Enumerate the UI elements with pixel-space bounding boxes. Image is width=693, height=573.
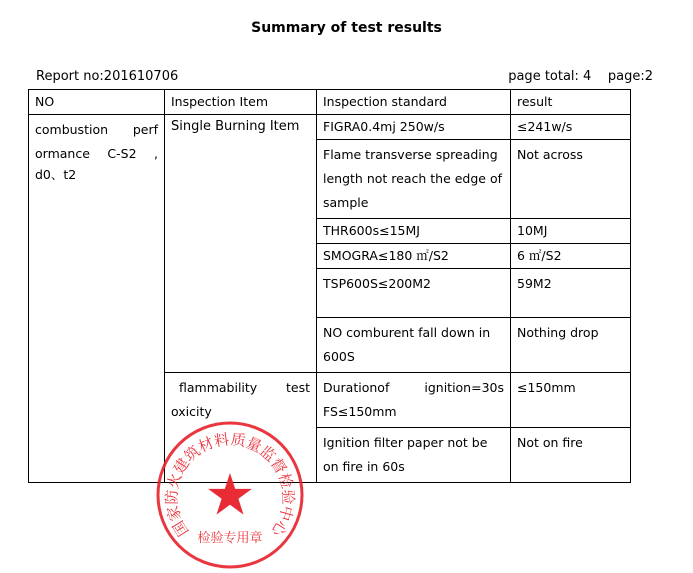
seal-ring-text: 国家防火建筑材料质量监督检验中心	[162, 430, 298, 540]
table-header-row	[29, 90, 631, 115]
inspection-item-sbi: Single Burning Item	[165, 115, 317, 373]
result-cell: Nothing drop	[511, 318, 631, 373]
result-cell: 59M2	[511, 269, 631, 318]
result-cell: 10MJ	[511, 219, 631, 244]
report-number: Report no:201610706	[36, 69, 179, 84]
standard-cell: NO comburent fall down in 600S	[317, 318, 511, 373]
duration-label: Durationof	[323, 380, 390, 395]
oxicity-word: oxicity	[171, 404, 212, 419]
standard-cell: THR600s≤15MJ	[317, 219, 511, 244]
official-seal-stamp	[155, 420, 305, 570]
result-cell: Not on fire	[511, 428, 631, 483]
fs-limit: FS≤150mm	[323, 404, 397, 419]
product-line: combustion perf	[35, 122, 158, 137]
page-number: page:2	[607, 69, 653, 84]
result-cell: ≤241w/s	[511, 115, 631, 140]
table-row	[29, 115, 631, 140]
product-line: ormance C-S2 ,	[35, 146, 158, 161]
result-cell: Not across	[511, 140, 631, 219]
document-title: Summary of test results	[251, 20, 442, 36]
product-line: d0、t2	[35, 167, 77, 182]
standard-cell: Flame transverse spreading length not reach the edge of sample	[317, 140, 511, 219]
star-icon	[208, 473, 252, 515]
standard-cell: Ignition filter paper not be on fire in 60s	[317, 428, 511, 483]
flammability-word: flammability	[179, 380, 258, 395]
results-table	[28, 89, 631, 483]
ignition-label: ignition=30s	[424, 380, 504, 395]
page-total: page total: 4	[508, 69, 592, 84]
seal-bottom-text: 检验专用章	[197, 531, 263, 546]
result-cell: 6 ㎡/S2	[511, 244, 631, 269]
page-info	[508, 69, 653, 84]
result-cell: ≤150mm	[511, 373, 631, 428]
header-no: NO	[29, 90, 165, 115]
header-inspection-standard: Inspection standard	[317, 90, 511, 115]
standard-cell: SMOGRA≤180 ㎡/S2	[317, 244, 511, 269]
product-cell	[29, 115, 165, 483]
header-inspection-item: Inspection Item	[165, 90, 317, 115]
standard-cell: TSP600S≤200M2	[317, 269, 511, 318]
header-result: result	[511, 90, 631, 115]
standard-cell: FIGRA0.4mj 250w/s	[317, 115, 511, 140]
test-word: test	[285, 380, 310, 395]
standard-cell	[317, 373, 511, 428]
